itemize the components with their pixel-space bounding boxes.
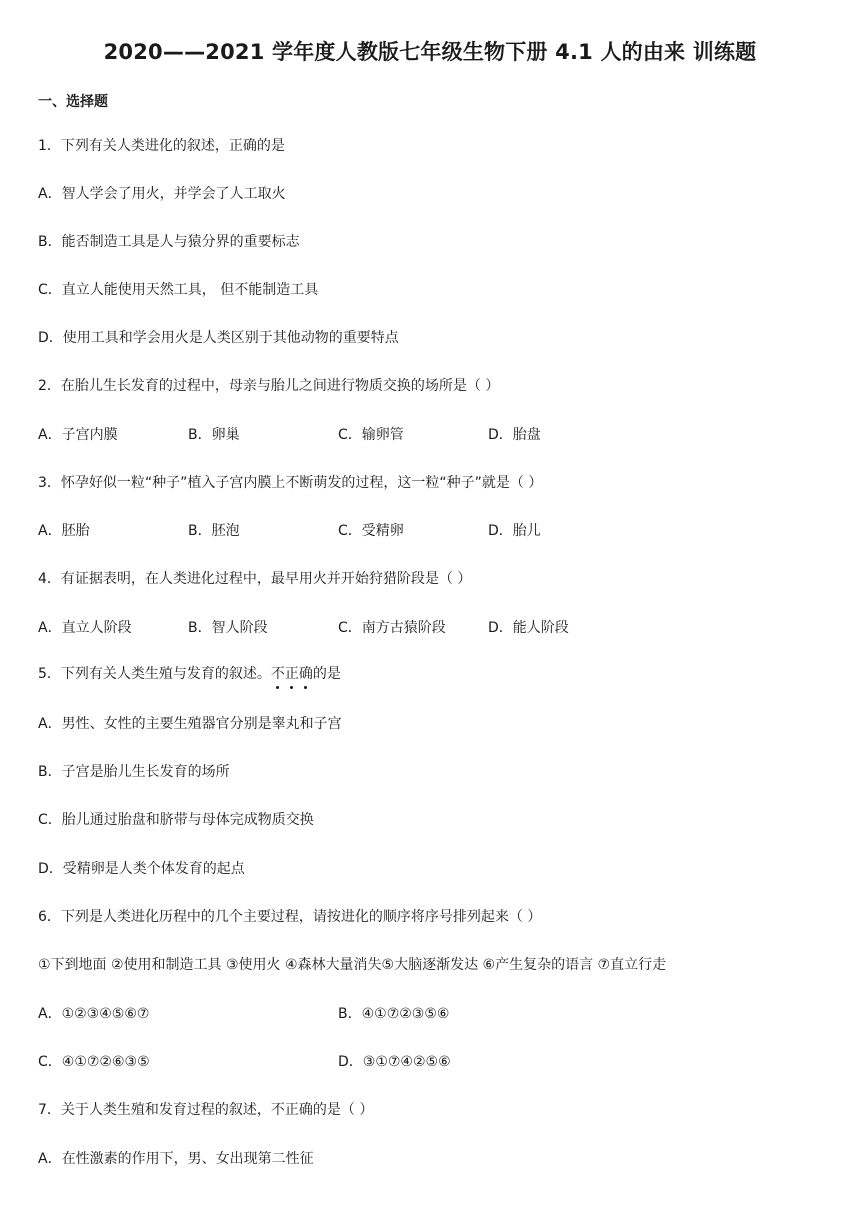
question-2-option-d: D．胎盘 — [488, 427, 541, 443]
question-3-option-a: A．胚胎 — [38, 523, 90, 539]
emphasis-char: 不 — [270, 666, 285, 682]
question-2-option-b: B．卵巢 — [188, 427, 240, 443]
question-4-option-b: B．智人阶段 — [188, 620, 268, 636]
question-2-option-c: C．输卵管 — [338, 427, 404, 443]
question-5-option-c: C．胎儿通过胎盘和脐带与母体完成物质交换 — [38, 812, 314, 828]
emphasis-char: 确 — [298, 666, 313, 682]
question-1-option-b: B．能否制造工具是人与猿分界的重要标志 — [38, 234, 300, 250]
question-3-option-d: D．胎儿 — [488, 523, 541, 539]
question-6-option-a: A．①②③④⑤⑥⑦ — [38, 1006, 150, 1022]
question-6-option-c: C．④①⑦②⑥③⑤ — [38, 1054, 150, 1070]
question-6-option-d: D．③①⑦④②⑤⑥ — [338, 1054, 451, 1070]
question-5-option-a: A．男性、女性的主要生殖器官分别是睾丸和子宫 — [38, 716, 342, 732]
question-5-stem-prefix: 5．下列有关人类生殖与发育的叙述。 — [38, 666, 271, 682]
question-2-stem: 2．在胎儿生长发育的过程中，母亲与胎儿之间进行物质交换的场所是（ ） — [38, 378, 500, 394]
question-1-option-c: C．直立人能使用天然工具， 但不能制造工具 — [38, 282, 319, 298]
question-3-option-b: B．胚泡 — [188, 523, 240, 539]
question-4-option-c: C．南方古猿阶段 — [338, 620, 446, 636]
question-4-option-a: A．直立人阶段 — [38, 620, 132, 636]
question-5-stem-suffix: 的是 — [312, 666, 341, 682]
question-1-option-a: A．智人学会了用火，并学会了人工取火 — [38, 186, 286, 202]
question-3-stem: 3．怀孕好似一粒“种子”植入子宫内膜上不断萌发的过程，这一粒“种子”就是（ ） — [38, 475, 543, 491]
question-4-stem: 4．有证据表明，在人类进化过程中，最早用火并开始狩猎阶段是（ ） — [38, 571, 472, 587]
question-6-stem: 6．下列是人类进化历程中的几个主要过程，请按进化的顺序将序号排列起来（ ） — [38, 909, 542, 925]
question-5-stem — [38, 664, 341, 684]
question-1-stem: 1．下列有关人类进化的叙述，正确的是 — [38, 138, 285, 154]
question-7-option-a: A．在性激素的作用下，男、女出现第二性征 — [38, 1151, 314, 1167]
question-6-option-b: B．④①⑦②③⑤⑥ — [338, 1006, 450, 1022]
page-title: 2020——2021 学年度人教版七年级生物下册 4.1 人的由来 训练题 — [103, 40, 757, 64]
question-1-option-d: D．使用工具和学会用火是人类区别于其他动物的重要特点 — [38, 330, 399, 346]
question-4-option-d: D．能人阶段 — [488, 620, 569, 636]
question-6-items: ①下到地面 ②使用和制造工具 ③使用火 ④森林大量消失⑤大脑逐渐发达 ⑥产生复杂的语言 ⑦直立行走 — [38, 957, 667, 973]
question-7-stem: 7．关于人类生殖和发育过程的叙述，不正确的是（ ） — [38, 1102, 374, 1118]
question-2-option-a: A．子宫内膜 — [38, 427, 118, 443]
section-heading: 一、选择题 — [38, 94, 108, 110]
question-3-option-c: C．受精卵 — [338, 523, 404, 539]
question-5-emphasis — [271, 664, 313, 684]
emphasis-char: 正 — [284, 666, 299, 682]
question-5-option-d: D．受精卵是人类个体发育的起点 — [38, 861, 245, 877]
question-5-option-b: B．子宫是胎儿生长发育的场所 — [38, 764, 230, 780]
